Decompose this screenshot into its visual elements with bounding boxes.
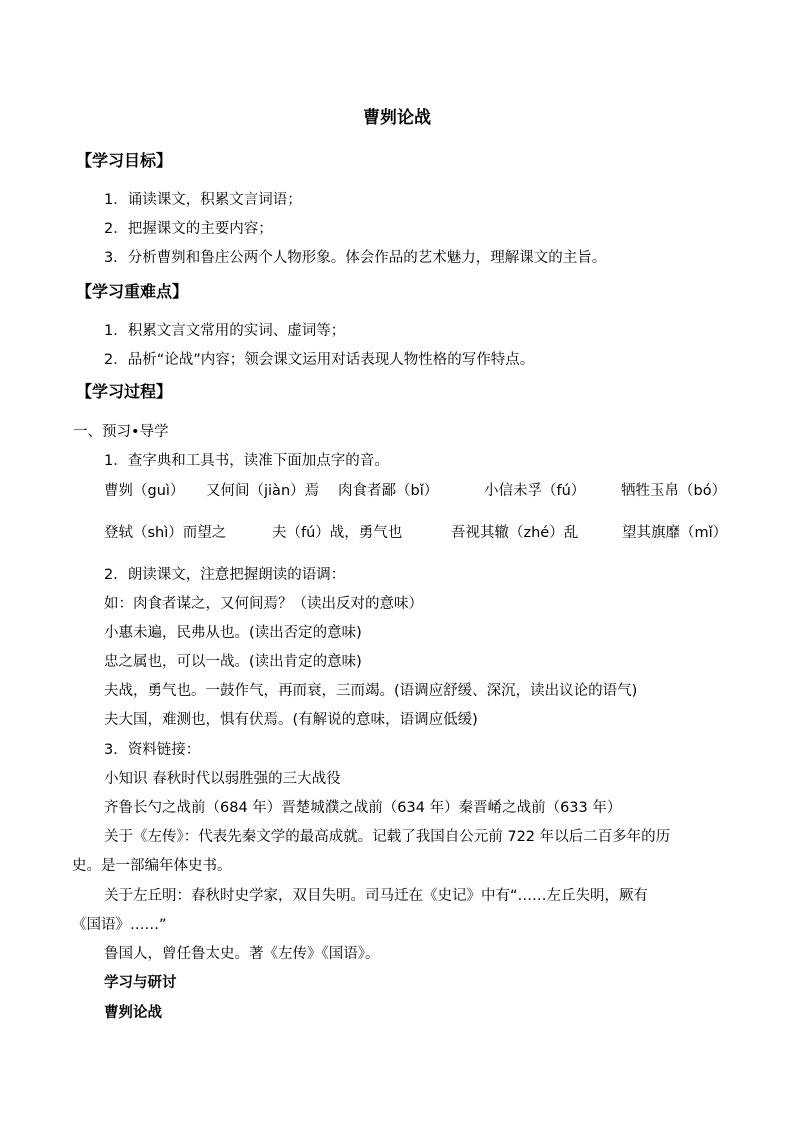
pinyin-word: 夫（fú）战，勇气也	[272, 525, 403, 541]
pinyin-word: 肉食者鄙（bǐ）	[338, 483, 439, 499]
pinyin-word: 又何间（jiàn）焉	[206, 483, 320, 499]
process-heading: 【学习过程】	[76, 382, 173, 401]
objectives-heading: 【学习目标】	[76, 151, 173, 170]
study-heading: 学习与研讨	[104, 975, 177, 991]
objective-item-1: 1．诵读课文，积累文言词语；	[104, 192, 302, 208]
keypoints-heading: 【学习重难点】	[76, 282, 189, 301]
study-title: 曹刿论战	[104, 1005, 162, 1021]
zuoqiuming-line-2: 《国语》……”	[72, 917, 167, 933]
reading-line-4: 夫战，勇气也。一鼓作气，再而衰，三而竭。(语调应舒缓、深沉，读出议论的语气)	[104, 683, 638, 699]
pinyin-word: 牺牲玉帛（bó）	[621, 483, 727, 499]
question-2: 2．朗读课文，注意把握朗读的语调：	[104, 567, 346, 583]
keypoint-item-1: 1．积累文言文常用的实词、虚词等；	[104, 323, 346, 339]
battles-line: 齐鲁长勺之战前（684 年）晋楚城濮之战前（634 年）秦晋崤之战前（633 年）	[104, 800, 622, 816]
pinyin-word: 望其旗靡（mǐ）	[622, 525, 728, 541]
document-title: 曹刿论战	[363, 108, 431, 128]
zuozhuan-line-1: 关于《左传》：代表先秦文学的最高成就。记载了我国自公元前 722 年以后二百多年的历	[104, 829, 671, 845]
keypoint-item-2: 2．品析“论战”内容；领会课文运用对话表现人物性格的写作特点。	[104, 352, 535, 368]
objective-item-2: 2．把握课文的主要内容；	[104, 221, 273, 237]
zuoqiuming-line-3: 鲁国人，曾任鲁太史。著《左传》《国语》。	[104, 946, 380, 962]
zuozhuan-line-2: 史。是一部编年体史书。	[72, 858, 232, 874]
pinyin-word: 曹刿（guì）	[104, 483, 185, 499]
reading-line-1: 如：肉食者谋之，又何间焉？（读出反对的意味）	[104, 596, 423, 612]
part1-heading: 一、预习•导学	[73, 424, 169, 440]
question-3: 3．资料链接：	[104, 742, 201, 758]
reading-line-2: 小惠未遍，民弗从也。(读出否定的意味)	[104, 625, 362, 641]
knowledge-title: 小知识 春秋时代以弱胜强的三大战役	[104, 771, 341, 787]
pinyin-word: 登轼（shì）而望之	[104, 525, 227, 541]
objective-item-3: 3．分析曹刿和鲁庄公两个人物形象。体会作品的艺术魅力，理解课文的主旨。	[104, 250, 607, 266]
pinyin-word: 小信未孚（fú）	[484, 483, 586, 499]
reading-line-3: 忠之属也，可以一战。(读出肯定的意味)	[104, 654, 362, 670]
zuoqiuming-line-1: 关于左丘明：春秋时史学家，双目失明。司马迁在《史记》中有“……左丘失明，厥有	[104, 888, 649, 904]
reading-line-5: 夫大国，难测也，惧有伏焉。(有解说的意味，语调应低缓)	[104, 712, 478, 728]
pinyin-word: 吾视其辙（zhé）乱	[451, 525, 579, 541]
question-1: 1．查字典和工具书，读准下面加点字的音。	[104, 453, 389, 469]
